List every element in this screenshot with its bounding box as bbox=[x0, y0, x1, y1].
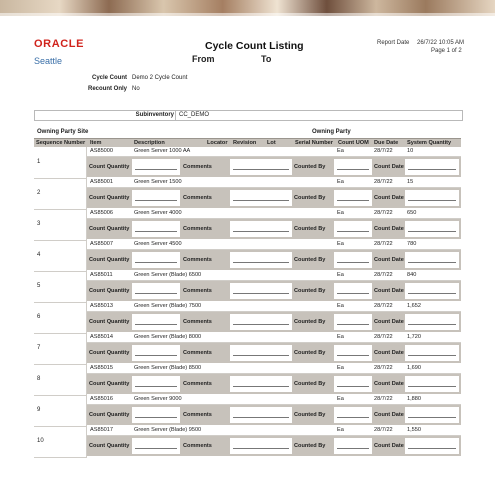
recount-only-value: No bbox=[132, 86, 140, 92]
count-uom: Ea bbox=[337, 210, 344, 216]
counted-by-label: Counted By bbox=[294, 319, 326, 325]
oracle-logo: ORACLE bbox=[34, 38, 85, 50]
report-date-label: Report Date bbox=[377, 40, 410, 46]
item-description: Green Server (Blade) 6500 bbox=[134, 272, 202, 278]
count-date-field[interactable] bbox=[405, 252, 459, 268]
count-quantity-field[interactable] bbox=[132, 345, 180, 361]
table-row bbox=[34, 147, 461, 178]
count-date-label: Count Date bbox=[374, 443, 404, 449]
subinventory-value: CC_DEMO bbox=[179, 112, 210, 118]
count-uom: Ea bbox=[337, 148, 344, 154]
counted-by-label: Counted By bbox=[294, 288, 326, 294]
to-label: To bbox=[261, 54, 272, 64]
table-row bbox=[34, 209, 461, 240]
comments-field[interactable] bbox=[230, 407, 292, 423]
counted-by-field[interactable] bbox=[334, 252, 372, 268]
sequence-cell bbox=[34, 147, 87, 179]
page-number: Page 1 of 2 bbox=[431, 48, 462, 54]
owning-party-site-label: Owning Party Site bbox=[37, 129, 89, 135]
col-system-quantity: System Quantity bbox=[407, 140, 452, 146]
owning-party-label: Owning Party bbox=[312, 129, 351, 135]
count-date-field[interactable] bbox=[405, 345, 459, 361]
sequence-cell bbox=[34, 271, 87, 303]
counted-by-field[interactable] bbox=[334, 283, 372, 299]
col-locator: Locator bbox=[207, 140, 228, 146]
item-line bbox=[87, 271, 461, 281]
report-title: Cycle Count Listing bbox=[205, 40, 304, 52]
item-code: AS85006 bbox=[90, 210, 114, 216]
recount-only-label: Recount Only bbox=[87, 86, 127, 92]
comments-field[interactable] bbox=[230, 190, 292, 206]
entry-bar bbox=[87, 405, 461, 425]
item-line bbox=[87, 178, 461, 188]
organization-name: Seattle bbox=[34, 56, 63, 66]
report-date-value: 26/7/22 10:05 AM bbox=[417, 40, 465, 46]
count-date-label: Count Date bbox=[374, 257, 404, 263]
item-line bbox=[87, 240, 461, 250]
item-line bbox=[87, 147, 461, 157]
col-description: Description bbox=[134, 140, 165, 146]
sequence-number: 9 bbox=[37, 407, 41, 413]
entry-bar bbox=[87, 157, 461, 177]
entry-bar bbox=[87, 343, 461, 363]
table-row bbox=[34, 178, 461, 209]
item-code: AS85011 bbox=[90, 272, 113, 278]
item-description: Green Server 9000 bbox=[134, 396, 182, 402]
count-quantity-label: Count Quantity bbox=[89, 412, 130, 418]
sequence-number: 8 bbox=[37, 376, 41, 382]
count-quantity-label: Count Quantity bbox=[89, 288, 130, 294]
comments-label: Comments bbox=[183, 257, 212, 263]
counted-by-label: Counted By bbox=[294, 226, 326, 232]
comments-label: Comments bbox=[183, 319, 212, 325]
table-row bbox=[34, 302, 461, 333]
item-description: Green Server (Blade) 9500 bbox=[134, 427, 202, 433]
system-quantity: 650 bbox=[407, 210, 417, 216]
entry-bar bbox=[87, 188, 461, 208]
item-code: AS85015 bbox=[90, 365, 114, 371]
item-description: Green Server 4500 bbox=[134, 241, 182, 247]
comments-field[interactable] bbox=[230, 283, 292, 299]
subinventory-label: Subinventory bbox=[135, 112, 174, 118]
comments-label: Comments bbox=[183, 164, 212, 170]
count-quantity-label: Count Quantity bbox=[89, 443, 130, 449]
count-quantity-field[interactable] bbox=[132, 314, 180, 330]
due-date: 28/7/22 bbox=[374, 241, 393, 247]
comments-field[interactable] bbox=[230, 345, 292, 361]
entry-bar bbox=[87, 436, 461, 456]
counted-by-field[interactable] bbox=[334, 190, 372, 206]
count-date-label: Count Date bbox=[374, 319, 404, 325]
count-date-label: Count Date bbox=[374, 164, 404, 170]
comments-field[interactable] bbox=[230, 376, 292, 392]
cycle-count-value: Demo 2 Cycle Count bbox=[132, 75, 188, 81]
subinventory-divider bbox=[175, 111, 176, 120]
item-line bbox=[87, 209, 461, 219]
sequence-cell bbox=[34, 240, 87, 272]
table-row bbox=[34, 426, 461, 457]
cycle-count-label: Cycle Count bbox=[91, 75, 127, 81]
count-date-label: Count Date bbox=[374, 288, 404, 294]
item-description: Green Server (Blade) 8500 bbox=[134, 365, 202, 371]
sequence-cell bbox=[34, 426, 87, 458]
sequence-number: 3 bbox=[37, 221, 41, 227]
col-item: Item bbox=[90, 140, 102, 146]
counted-by-label: Counted By bbox=[294, 164, 326, 170]
count-date-field[interactable] bbox=[405, 438, 459, 454]
col-count-uom: Count UOM bbox=[338, 140, 369, 146]
counted-by-field[interactable] bbox=[334, 159, 372, 175]
item-description: Green Server 1500 bbox=[134, 179, 182, 185]
item-code: AS85016 bbox=[90, 396, 114, 402]
count-quantity-label: Count Quantity bbox=[89, 319, 130, 325]
count-uom: Ea bbox=[337, 303, 344, 309]
count-quantity-label: Count Quantity bbox=[89, 195, 130, 201]
count-quantity-label: Count Quantity bbox=[89, 226, 130, 232]
entry-bar bbox=[87, 219, 461, 239]
item-code: AS85007 bbox=[90, 241, 114, 247]
item-code: AS85000 bbox=[90, 148, 114, 154]
counted-by-field[interactable] bbox=[334, 376, 372, 392]
sequence-cell bbox=[34, 302, 87, 334]
due-date: 28/7/22 bbox=[374, 365, 393, 371]
comments-field[interactable] bbox=[230, 221, 292, 237]
counted-by-field[interactable] bbox=[334, 221, 372, 237]
due-date: 28/7/22 bbox=[374, 272, 393, 278]
count-date-field[interactable] bbox=[405, 159, 459, 175]
item-line bbox=[87, 333, 461, 343]
table-row bbox=[34, 333, 461, 364]
count-quantity-field[interactable] bbox=[132, 252, 180, 268]
entry-bar bbox=[87, 374, 461, 394]
count-quantity-field[interactable] bbox=[132, 190, 180, 206]
count-date-field[interactable] bbox=[405, 190, 459, 206]
item-code: AS85001 bbox=[90, 179, 114, 185]
table-row bbox=[34, 395, 461, 426]
comments-label: Comments bbox=[183, 350, 212, 356]
decorative-banner bbox=[0, 0, 495, 16]
count-quantity-field[interactable] bbox=[132, 283, 180, 299]
item-line bbox=[87, 395, 461, 405]
sequence-number: 7 bbox=[37, 345, 41, 351]
system-quantity: 1,880 bbox=[407, 396, 421, 402]
counted-by-field[interactable] bbox=[334, 438, 372, 454]
system-quantity: 1,720 bbox=[407, 334, 421, 340]
count-uom: Ea bbox=[337, 427, 344, 433]
table-header bbox=[34, 138, 461, 147]
due-date: 28/7/22 bbox=[374, 427, 393, 433]
due-date: 28/7/22 bbox=[374, 179, 393, 185]
count-uom: Ea bbox=[337, 272, 344, 278]
comments-label: Comments bbox=[183, 381, 212, 387]
count-quantity-field[interactable] bbox=[132, 407, 180, 423]
entry-bar bbox=[87, 312, 461, 332]
sequence-cell bbox=[34, 395, 87, 427]
comments-field[interactable] bbox=[230, 438, 292, 454]
counted-by-label: Counted By bbox=[294, 381, 326, 387]
sequence-number: 6 bbox=[37, 314, 41, 320]
sequence-cell bbox=[34, 333, 87, 365]
item-description: Green Server (Blade) 8000 bbox=[134, 334, 202, 340]
sequence-number: 1 bbox=[37, 159, 41, 165]
count-uom: Ea bbox=[337, 334, 344, 340]
sequence-number: 10 bbox=[37, 438, 44, 444]
item-code: AS85017 bbox=[90, 427, 114, 433]
due-date: 28/7/22 bbox=[374, 210, 393, 216]
col-revision: Revision bbox=[233, 140, 257, 146]
sequence-number: 5 bbox=[37, 283, 41, 289]
system-quantity: 15 bbox=[407, 179, 414, 185]
counted-by-label: Counted By bbox=[294, 443, 326, 449]
count-quantity-field[interactable] bbox=[132, 438, 180, 454]
table-row bbox=[34, 240, 461, 271]
counted-by-label: Counted By bbox=[294, 257, 326, 263]
count-quantity-field[interactable] bbox=[132, 376, 180, 392]
system-quantity: 1,550 bbox=[407, 427, 421, 433]
item-description: Green Server 4000 bbox=[134, 210, 182, 216]
item-code: AS85013 bbox=[90, 303, 114, 309]
count-date-field[interactable] bbox=[405, 407, 459, 423]
due-date: 28/7/22 bbox=[374, 334, 393, 340]
count-quantity-label: Count Quantity bbox=[89, 381, 130, 387]
table-row bbox=[34, 271, 461, 302]
col-sequence-number: Sequence Number bbox=[36, 140, 86, 146]
sequence-cell bbox=[34, 364, 87, 396]
count-date-label: Count Date bbox=[374, 226, 404, 232]
count-quantity-label: Count Quantity bbox=[89, 257, 130, 263]
comments-label: Comments bbox=[183, 226, 212, 232]
comments-field[interactable] bbox=[230, 252, 292, 268]
comments-label: Comments bbox=[183, 443, 212, 449]
count-date-field[interactable] bbox=[405, 221, 459, 237]
comments-field[interactable] bbox=[230, 159, 292, 175]
from-label: From bbox=[192, 54, 215, 64]
col-lot: Lot bbox=[267, 140, 276, 146]
system-quantity: 780 bbox=[407, 241, 417, 247]
col-serial-number: Serial Number bbox=[295, 140, 333, 146]
system-quantity: 1,690 bbox=[407, 365, 421, 371]
table-row bbox=[34, 364, 461, 395]
system-quantity: 840 bbox=[407, 272, 417, 278]
subinventory-box bbox=[34, 110, 463, 121]
count-uom: Ea bbox=[337, 179, 344, 185]
due-date: 28/7/22 bbox=[374, 396, 393, 402]
sequence-number: 4 bbox=[37, 252, 41, 258]
comments-field[interactable] bbox=[230, 314, 292, 330]
comments-label: Comments bbox=[183, 412, 212, 418]
item-line bbox=[87, 426, 461, 436]
count-date-field[interactable] bbox=[405, 314, 459, 330]
due-date: 28/7/22 bbox=[374, 303, 393, 309]
count-uom: Ea bbox=[337, 241, 344, 247]
item-line bbox=[87, 364, 461, 374]
item-description: Green Server 1000 AA bbox=[134, 148, 191, 154]
sequence-cell bbox=[34, 209, 87, 241]
count-uom: Ea bbox=[337, 365, 344, 371]
system-quantity: 10 bbox=[407, 148, 414, 154]
comments-label: Comments bbox=[183, 288, 212, 294]
count-date-label: Count Date bbox=[374, 195, 404, 201]
counted-by-field[interactable] bbox=[334, 407, 372, 423]
sequence-cell bbox=[34, 178, 87, 210]
count-quantity-label: Count Quantity bbox=[89, 164, 130, 170]
count-date-field[interactable] bbox=[405, 376, 459, 392]
count-quantity-label: Count Quantity bbox=[89, 350, 130, 356]
count-quantity-field[interactable] bbox=[132, 221, 180, 237]
counted-by-label: Counted By bbox=[294, 412, 326, 418]
count-uom: Ea bbox=[337, 396, 344, 402]
col-due-date: Due Date bbox=[374, 140, 399, 146]
counted-by-label: Counted By bbox=[294, 350, 326, 356]
due-date: 28/7/22 bbox=[374, 148, 393, 154]
counted-by-field[interactable] bbox=[334, 345, 372, 361]
count-date-label: Count Date bbox=[374, 412, 404, 418]
item-code: AS85014 bbox=[90, 334, 114, 340]
counted-by-field[interactable] bbox=[334, 314, 372, 330]
count-quantity-field[interactable] bbox=[132, 159, 180, 175]
comments-label: Comments bbox=[183, 195, 212, 201]
system-quantity: 1,652 bbox=[407, 303, 421, 309]
item-description: Green Server (Blade) 7500 bbox=[134, 303, 202, 309]
item-line bbox=[87, 302, 461, 312]
counted-by-label: Counted By bbox=[294, 195, 326, 201]
count-date-field[interactable] bbox=[405, 283, 459, 299]
entry-bar bbox=[87, 281, 461, 301]
count-date-label: Count Date bbox=[374, 350, 404, 356]
sequence-number: 2 bbox=[37, 190, 41, 196]
count-date-label: Count Date bbox=[374, 381, 404, 387]
entry-bar bbox=[87, 250, 461, 270]
